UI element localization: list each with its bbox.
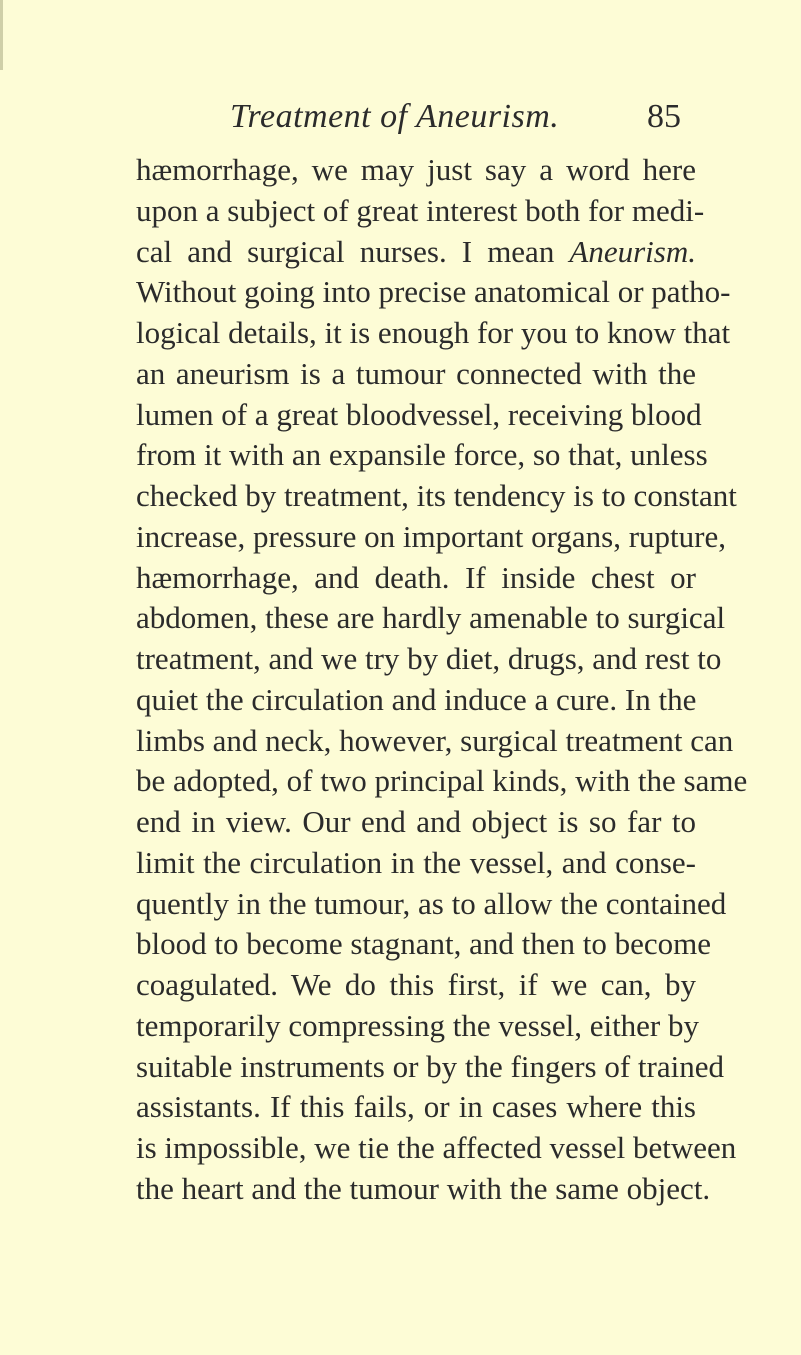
text-line: treatment, and we try by diet, drugs, and rest to xyxy=(136,641,722,676)
text-line: hæmorrhage, we may just say a word here xyxy=(136,152,696,187)
page-header xyxy=(230,98,710,148)
text-line: assistants. If this fails, or in cases where this xyxy=(136,1089,696,1125)
text-line: upon a subject of great interest both for medi- xyxy=(136,192,705,228)
page-number: 85 xyxy=(647,98,681,135)
text-line-part: cal and surgical nurses. I mean xyxy=(136,233,570,269)
text-line: increase, pressure on important organs, rupture, xyxy=(136,518,726,554)
text-line: suitable instruments or by the fingers of trained xyxy=(136,1048,725,1084)
text-line: limbs and neck, however, surgical treatment can xyxy=(136,722,734,758)
text-line: blood to become stagnant, and then to become xyxy=(136,926,712,962)
text-line: is impossible, we tie the affected vessel between xyxy=(136,1130,737,1165)
text-line: coagulated. We do this first, if we can, by xyxy=(136,967,696,1002)
body-text xyxy=(136,150,748,1210)
text-line: Without going into precise anatomical or patho- xyxy=(136,274,731,310)
text-line: quiet the circulation and induce a cure. In the xyxy=(136,681,697,717)
text-line: limit the circulation in the vessel, and conse- xyxy=(136,844,696,880)
text-line: logical details, it is enough for you to know that xyxy=(136,315,731,350)
text-line: hæmorrhage, and death. If inside chest or xyxy=(136,559,696,595)
text-line xyxy=(136,232,696,273)
text-line: the heart and the tumour with the same object. xyxy=(136,1170,711,1206)
italic-term: Aneurism. xyxy=(569,233,696,269)
text-line: end in view. Our end and object is so far to xyxy=(136,804,696,839)
running-title: Treatment of Aneurism. xyxy=(230,98,560,135)
text-line: be adopted, of two principal kinds, with the same xyxy=(136,763,748,799)
text-line: from it with an expansile force, so that, unless xyxy=(136,437,708,473)
text-line: abdomen, these are hardly amenable to surgical xyxy=(136,600,726,636)
text-line: quently in the tumour, as to allow the contained xyxy=(136,885,727,921)
page-edge-mark xyxy=(0,0,3,70)
text-line: lumen of a great bloodvessel, receiving blood xyxy=(136,396,702,432)
text-line: an aneurism is a tumour connected with the xyxy=(136,355,696,391)
text-line: checked by treatment, its tendency is to constant xyxy=(136,478,737,513)
text-line: temporarily compressing the vessel, either by xyxy=(136,1007,700,1043)
